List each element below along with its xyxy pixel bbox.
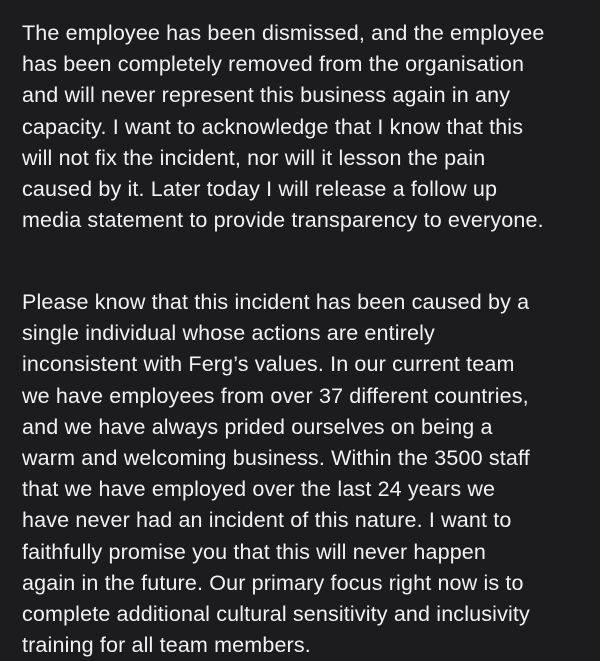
text-line: inconsistent with Ferg’s values. In our current team: [22, 352, 515, 377]
text-line: again in the future. Our primary focus right now is to: [22, 570, 524, 595]
text-line: Please know that this incident has been caused by a: [22, 290, 530, 314]
text-line: The employee has been dismissed, and the employee: [22, 21, 545, 45]
text-line: that we have employed over the last 24 years we: [22, 477, 496, 502]
text-line: and will never represent this business again in any: [22, 83, 511, 108]
text-line: capacity. I want to acknowledge that I know that this: [22, 114, 524, 139]
text-line: warm and welcoming business. Within the 3500 staff: [22, 446, 530, 471]
text-line: caused by it. Later today I will release a follow up: [22, 177, 498, 202]
text-line: faithfully promise you that this will never happen: [22, 539, 487, 564]
text-line: complete additional cultural sensitivity and inclusivity: [22, 602, 530, 627]
text-line: media statement to provide transparency to everyone.: [22, 208, 544, 233]
text-line: has been completely removed from the organisation: [22, 52, 525, 77]
text-line: have never had an incident of this nature. I want to: [22, 508, 512, 533]
text-line: will not fix the incident, nor will it lesson the pain: [22, 145, 486, 170]
text-line: training for all team members.: [22, 633, 311, 658]
text-line: and we have always prided ourselves on being a: [22, 414, 493, 439]
text-line: we have employees from over 37 different countries,: [22, 383, 529, 408]
paragraph-dismissal: [22, 18, 544, 236]
text-line: single individual whose actions are entirely: [22, 321, 435, 346]
paragraph-values: [22, 287, 530, 661]
